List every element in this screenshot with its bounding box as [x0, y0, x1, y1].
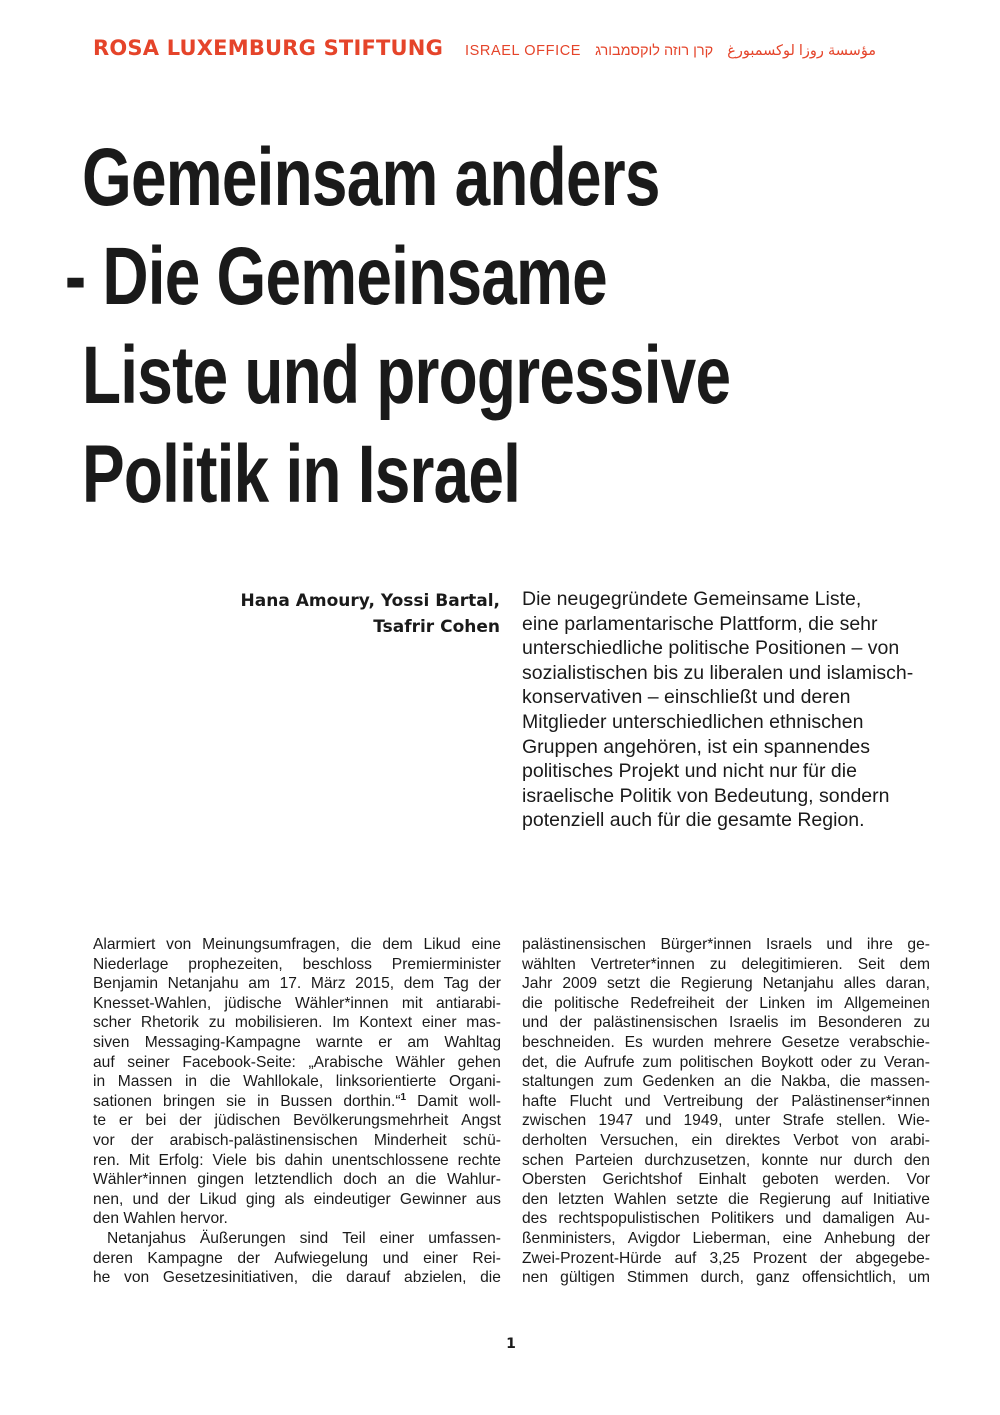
body-line: Jahr 2009 setzt die Regierung Netanjahu alles daran,	[522, 975, 930, 993]
body-line: in Massen in die Wahllokale, linksorientierte Organi-	[93, 1073, 501, 1091]
body-column-left	[93, 935, 501, 1288]
body-line: ßenministers, Avigdor Lieberman, eine Anhebung der	[522, 1229, 930, 1247]
body-line: nen gültigen Stimmen durch, ganz offensichtlich, um	[522, 1269, 930, 1287]
title-line: Liste und progressive	[82, 330, 731, 421]
title-line: Gemeinsam anders	[82, 132, 660, 223]
lead-line: Gruppen angehören, ist ein spannendes	[522, 735, 871, 758]
author-line: Hana Amoury, Yossi Bartal,	[240, 591, 500, 611]
body-line: Obersten Gerichtshof Einhalt geboten werden. Vor	[522, 1171, 930, 1189]
brand-logo-text: ROSA LUXEMBURG STIFTUNG	[93, 36, 444, 60]
page-number: 1	[506, 1336, 516, 1352]
body-line: Niederlage prophezeiten, beschloss Premierminister	[93, 955, 501, 973]
body-line: und der palästinensischen Israelis im Besonderen zu	[522, 1014, 930, 1032]
body-line: ren. Mit Erfolg: Viele bis dahin unentschlossene rechte	[93, 1151, 501, 1169]
lead-paragraph	[522, 587, 942, 833]
lead-line: konservativen – einschließt und deren	[522, 686, 851, 709]
body-line: den Wahlen hervor.	[93, 1210, 228, 1228]
lead-line: israelische Politik von Bedeutung, sondern	[522, 784, 890, 807]
body-line: schen Parteien durchzusetzen, konnte nur durch den	[522, 1151, 930, 1169]
arabic-name: مؤسسة روزا لوكسمبورغ	[727, 43, 877, 59]
hebrew-name: קרן רוזה לוקסמבורג	[595, 43, 714, 59]
body-line: Knesset-Wahlen, jüdische Wähler*innen mit antiarabi-	[93, 994, 501, 1012]
body-line: Netanjahus Äußerungen sind Teil einer umfassen-	[107, 1229, 501, 1247]
office-label: ISRAEL OFFICE	[465, 43, 582, 59]
body-line: zwischen 1947 und 1949, unter Strafe stellen. Wie-	[522, 1112, 930, 1130]
body-line: Wähler*innen gingen letztendlich doch an die Wahlur-	[93, 1171, 501, 1189]
lead-line: Die neugegründete Gemeinsame Liste,	[522, 588, 862, 610]
body-line: wählten Vertreter*innen zu delegitimieren. Seit dem	[522, 955, 930, 973]
lead-line: unterschiedliche politische Positionen – von	[522, 637, 900, 660]
title-line: - Die Gemeinsame	[64, 231, 607, 322]
body-line: te er bei der jüdischen Bevölkerungsmehrheit Angst	[93, 1112, 501, 1130]
body-line: nen, und der Likud ging als eindeutiger Gewinner aus	[93, 1190, 501, 1208]
body-line: palästinensischen Bürger*innen Israels und ihre ge-	[522, 936, 930, 953]
body-line: staltungen zum Gedenken an die Nakba, die massen-	[522, 1073, 930, 1091]
body-line: Alarmiert von Meinungsumfragen, die dem Likud eine	[93, 936, 501, 953]
body-line: Zwei-Prozent-Hürde auf 3,25 Prozent der abgegebe-	[522, 1249, 930, 1267]
author-line: Tsafrir Cohen	[373, 617, 500, 637]
body-line: Benjamin Netanjahu am 17. März 2015, dem Tag der	[93, 975, 501, 993]
lead-line: politisches Projekt und nicht nur für die	[522, 760, 857, 783]
body-line: det, die Aufrufe zum politischen Boykott oder zu Veran-	[522, 1053, 930, 1071]
authors-block	[241, 588, 500, 640]
body-line: hafte Flucht und Vertreibung der Palästinenser*innen	[522, 1092, 930, 1110]
body-line: die politische Redefreiheit der Linken im Allgemeinen	[522, 994, 930, 1012]
body-line: scher Rhetorik zu mobilisieren. Im Kontext einer mas-	[93, 1014, 501, 1032]
body-line: auf seiner Facebook-Seite: „Arabische Wähler gehen	[93, 1053, 501, 1071]
body-line: sationen bringen sie in Bussen dorthin.“$^1$ Damit woll-	[93, 1091, 501, 1110]
body-line: vor der arabisch-palästinensischen Minderheit schü-	[93, 1131, 501, 1149]
body-line: beschneiden. Es wurden mehrere Gesetze verabschie-	[522, 1033, 930, 1051]
body-line: siven Messaging-Kampagne warnte er am Wahltag	[93, 1033, 501, 1051]
title-line: Politik in Israel	[82, 429, 521, 520]
body-line: des rechtspopulistischen Politikers und damaligen Au-	[522, 1210, 930, 1228]
footnote-marker[interactable]: 1	[400, 1091, 407, 1103]
lead-line: sozialistischen bis zu liberalen und islamisch-	[522, 661, 914, 684]
body-line: deren Kampagne der Aufwiegelung und einer Rei-	[93, 1249, 501, 1267]
lead-line: eine parlamentarische Plattform, die sehr	[522, 612, 878, 635]
lead-line: Mitglieder unterschiedlichen ethnischen	[522, 710, 864, 733]
document-title	[64, 128, 768, 524]
page-header	[93, 36, 940, 66]
body-column-right	[522, 935, 930, 1288]
body-line: den letzten Wahlen setzte die Regierung auf Initiative	[522, 1190, 930, 1208]
body-line: he von Gesetzesinitiativen, die darauf abzielen, die	[93, 1269, 501, 1287]
body-line: derholten Versuchen, ein direktes Verbot von arabi-	[522, 1131, 930, 1149]
lead-line: potenziell auch für die gesamte Region.	[522, 809, 865, 832]
